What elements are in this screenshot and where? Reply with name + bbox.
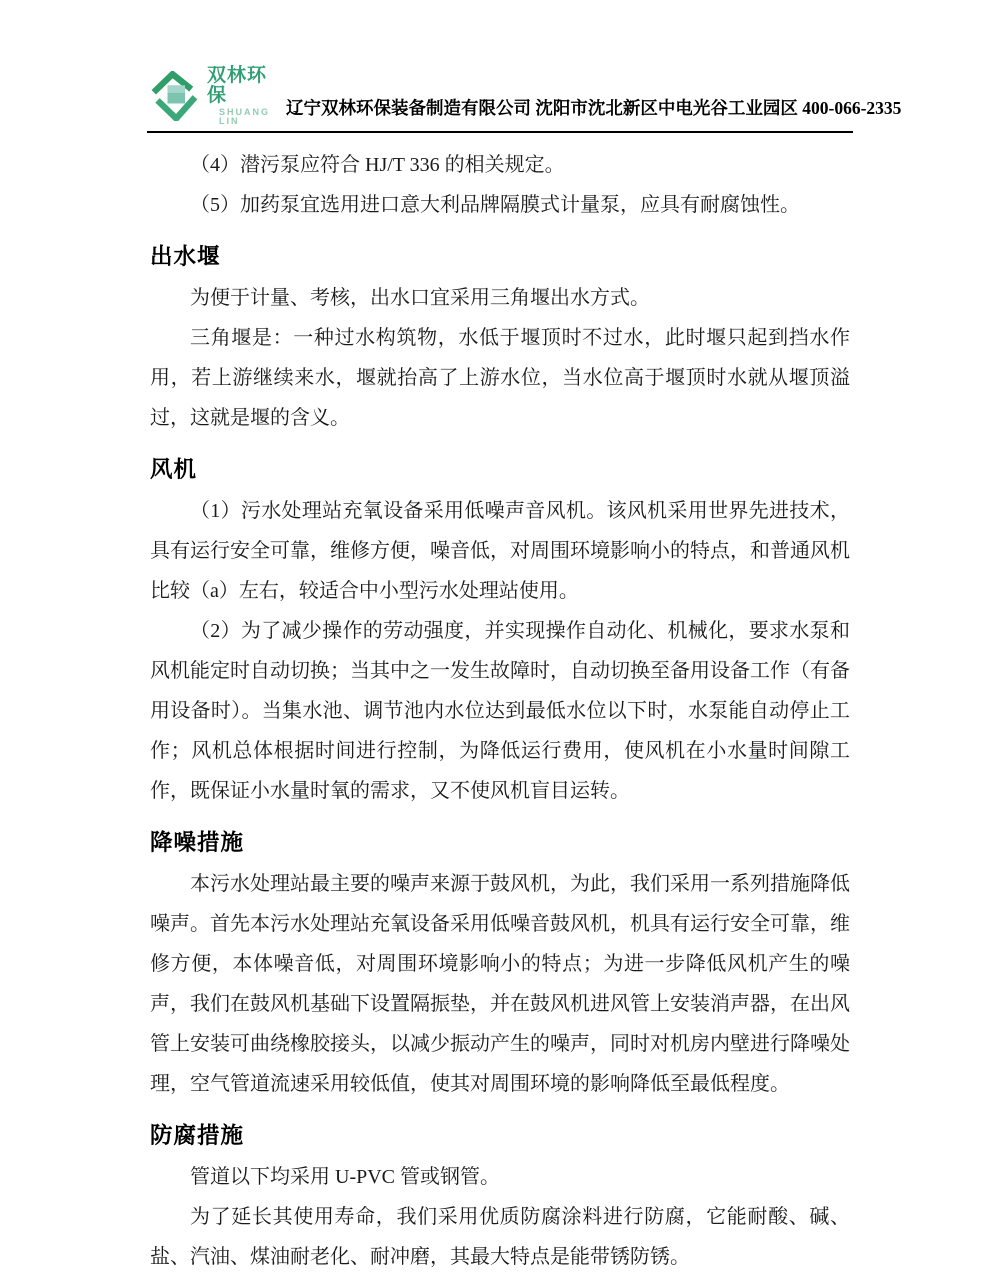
paragraph: 为了延长其使用寿命，我们采用优质防腐涂料进行防腐，它能耐酸、碱、盐、汽油、煤油耐老化、耐冲磨，其最大特点是能带锈防锈。 xyxy=(150,1205,850,1268)
paragraph: 为便于计量、考核，出水口宜采用三角堰出水方式。 xyxy=(190,286,650,309)
logo-name-cn: 双林环保 xyxy=(207,65,268,106)
intro-item-5: （5）加药泵宜选用进口意大利品牌隔膜式计量泵，应具有耐腐蚀性。 xyxy=(190,193,800,216)
section-heading-outlet-weir: 出水堰 xyxy=(150,243,221,269)
logo-name-en: SHUANG LIN xyxy=(219,106,271,127)
logo-diamond-icon xyxy=(150,71,200,121)
section-heading-fan: 风机 xyxy=(150,456,198,482)
paragraph: （1）污水处理站充氧设备采用低噪声音风机。该风机采用世界先进技术，具有运行安全可靠，维修方便，噪音低，对周围环境影响小的特点，和普通风机比较（a）左右，较适合中小型污水处理站使用。 xyxy=(150,499,850,602)
section-heading-anticorrosion: 防腐措施 xyxy=(150,1122,245,1148)
section-heading-noise-reduction: 降噪措施 xyxy=(150,829,245,855)
intro-item-4: （4）潜污泵应符合 HJ/T 336 的相关规定。 xyxy=(190,153,565,176)
paragraph: 三角堰是：一种过水构筑物，水低于堰顶时不过水，此时堰只起到挡水作用，若上游继续来水，堰就抬高了上游水位，当水位高于堰顶时水就从堰顶溢过，这就是堰的含义。 xyxy=(150,326,850,429)
paragraph: 本污水处理站最主要的噪声来源于鼓风机，为此，我们采用一系列措施降低噪声。首先本污水处理站充氧设备采用低噪音鼓风机，机具有运行安全可靠，维修方便，本体噪音低，对周围环境影响小的特点；为进一步降低风机产生的噪声，我们在鼓风机基础下设置隔振垫，并在鼓风机进风管上安装消声器，在出风管上安装可曲绕橡胶接头，以减少振动产生的噪声，同时对机房内壁进行降噪处理，空气管道流速采用较低值，使其对周围环境的影响降低至最低程度。 xyxy=(150,872,850,1095)
company-logo xyxy=(150,66,270,127)
paragraph: 管道以下均采用 U-PVC 管或钢管。 xyxy=(190,1165,501,1188)
document-body xyxy=(150,133,850,1277)
paragraph: （2）为了减少操作的劳动强度，并实现操作自动化、机械化，要求水泵和风机能定时自动切换；当其中之一发生故障时，自动切换至备用设备工作（有备用设备时）。当集水池、调节池内水位达到最低水位以下时，水泵能自动停止工作；风机总体根据时间进行控制，为降低运行费用，使风机在小水量时间隙工作，既保证小水量时氧的需求，又不使风机盲目运转。 xyxy=(150,619,850,802)
page-header xyxy=(150,65,902,127)
logo-wordmark xyxy=(207,66,270,127)
company-info-line: 辽宁双林环保装备制造有限公司 沈阳市沈北新区中电光谷工业园区 400-066-2335 xyxy=(286,97,902,118)
